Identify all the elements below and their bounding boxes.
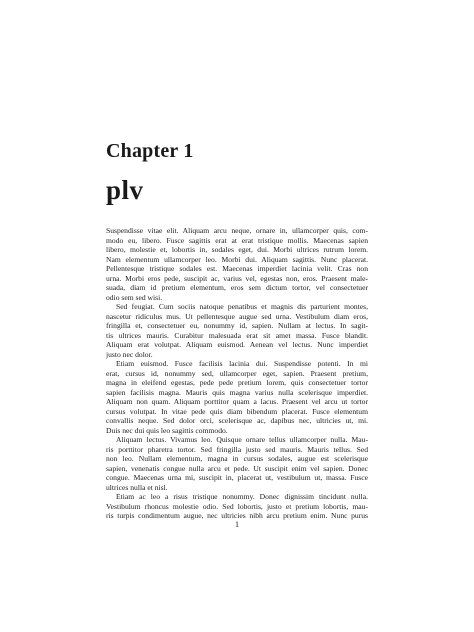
body-text [106, 226, 368, 521]
text-line: convallis neque. Sed dolor orci, scelerisque ac, dapibus nec, ultricies ut, mi. [106, 416, 368, 425]
text-line: ris porttitor pharetra tortor. Sed fringilla justo sed mauris. Mauris tellus. Sed [106, 444, 368, 454]
text-line: Etiam euismod. Fusce facilisis lacinia dui. Suspendisse potenti. In mi [116, 359, 368, 368]
text-line: Vestibulum rhoncus molestie odio. Sed lobortis, justo et pretium lobortis, mau- [106, 501, 368, 511]
text-line: ultrices nulla et nisl. [106, 482, 168, 492]
text-line: Etiam ac leo a risus tristique nonummy. Donec dignissim tincidunt nulla. [116, 492, 368, 501]
text-line: Sed feugiat. Cum sociis natoque penatibus et magnis dis parturient montes, [116, 302, 368, 311]
text-line: tis ultrices mauris. Curabitur malesuada erat sit amet massa. Fusce blandit. [106, 330, 368, 340]
text-line: Duis nec dui quis leo sagittis commodo. [106, 425, 228, 435]
text-line: odio sem sed wisi. [106, 292, 163, 302]
text-line: modo eu, libero. Fusce sagittis erat at erat tristique mollis. Maecenas sapien [106, 235, 368, 245]
text-line: erat, cursus id, nonummy sed, ullamcorper eget, sapien. Praesent pretium, [106, 368, 368, 378]
text-line: sapien facilisis magna. Mauris quis magna varius nulla scelerisque imperdiet. [106, 387, 368, 397]
text-line: magna in eleifend egestas, pede pede pretium lorem, quis consectetuer tortor [106, 378, 368, 387]
text-line: justo nec dolor. [106, 349, 153, 359]
text-line: ris turpis condimentum augue, nec ultricies nibh arcu pretium enim. Nunc purus [106, 511, 368, 520]
page-number: 1 [235, 520, 239, 529]
text-line: Aliquam non quam. Aliquam porttitor quam a lacus. Praesent vel arcu ut tortor [106, 397, 368, 406]
text-line: cursus volutpat. In vitae pede quis diam bibendum placerat. Fusce elementum [106, 406, 368, 416]
text-line: sapien, venenatis congue nulla arcu et pede. Ut suscipit enim vel sapien. Donec [106, 463, 368, 473]
text-line: suada, diam id pretium elementum, eros sem dictum tortor, vel consectetuer [106, 283, 368, 292]
text-line: Aliquam erat volutpat. Aliquam euismod. Aenean vel lectus. Nunc imperdiet [106, 340, 368, 349]
text-line: non leo. Nullam elementum, magna in cursus sodales, augue est scelerisque [106, 454, 368, 463]
text-line: urna. Morbi eros pede, suscipit ac, varius vel, egestas non, eros. Praesent male- [106, 273, 368, 283]
chapter-title: plv [106, 175, 144, 205]
text-line: libero, molestie et, lobortis in, sodales eget, dui. Morbi ultrices rutrum lorem. [106, 245, 368, 254]
text-line: Nam elementum ullamcorper leo. Morbi dui. Aliquam sagittis. Nunc placerat. [106, 254, 368, 264]
text-line: congue. Maecenas urna mi, suscipit in, placerat ut, vestibulum ut, massa. Fusce [106, 473, 368, 482]
text-line: fringilla et, consectetuer eu, nonummy id, sapien. Nullam at lectus. In sagit- [106, 321, 368, 330]
text-line: Suspendisse vitae elit. Aliquam arcu neque, ornare in, ullamcorper quis, com- [106, 226, 368, 235]
text-line: Aliquam lectus. Vivamus leo. Quisque ornare tellus ullamcorper nulla. Mau- [116, 435, 368, 444]
text-line: nascetur ridiculus mus. Ut pellentesque augue sed urna. Vestibulum diam eros, [106, 311, 368, 321]
text-line: Pellentesque tristique sodales est. Maecenas imperdiet lacinia velit. Cras non [106, 264, 368, 273]
chapter-label: Chapter 1 [106, 140, 194, 162]
